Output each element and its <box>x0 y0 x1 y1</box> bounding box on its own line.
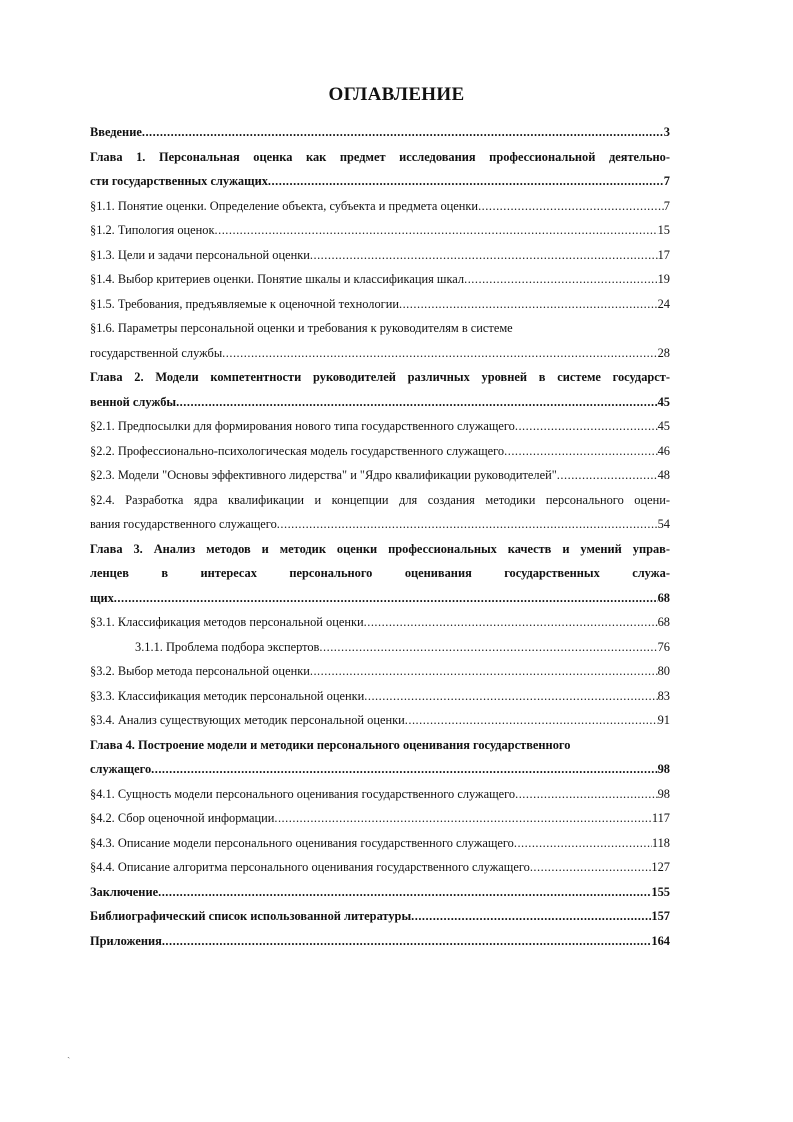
toc-entry-section-3-3[interactable]: §3.3. Классификация методик персональной оценки ..... 83 <box>90 684 670 709</box>
page-title: ОГЛАВЛЕНИЕ <box>328 84 465 105</box>
toc-entry-section-1-4[interactable]: §1.4. Выбор критериев оценки. Понятие шкалы и классификация шкал ..... 19 <box>90 267 670 292</box>
dot-leader <box>222 341 657 366</box>
toc-entry-chapter-2-cont[interactable]: венной службы ..... 45 <box>90 390 670 415</box>
dot-leader <box>268 169 664 194</box>
toc-entry-section-4-2[interactable]: §4.2. Сбор оценочной информации ..... 117 <box>90 806 670 831</box>
toc-entry-appendices[interactable]: Приложения ..... 164 <box>90 929 670 954</box>
toc-entry-bibliography[interactable]: Библиографический список использованной литературы ..... 157 <box>90 904 670 929</box>
dot-leader <box>142 120 664 145</box>
toc-entry-chapter-4[interactable]: Глава 4. Построение модели и методики персонального оценивания государственного <box>90 737 571 752</box>
toc-entry-section-2-4-cont[interactable]: вания государственного служащего ..... 54 <box>90 512 670 537</box>
dot-leader <box>399 292 658 317</box>
toc-entry-section-1-6[interactable]: §1.6. Параметры персональной оценки и требования к руководителям в системе <box>90 321 513 335</box>
toc-entry-chapter-3-cont[interactable]: ленцев в интересах персонального оценивания государственных служа- <box>90 566 670 580</box>
toc-entry-section-2-4[interactable]: §2.4. Разработка ядра квалификации и концепции для создания методики персонального оцени- <box>90 492 670 507</box>
dot-leader <box>162 929 652 954</box>
dot-leader <box>515 414 658 439</box>
dot-leader <box>277 512 658 537</box>
dot-leader <box>310 243 658 268</box>
dot-leader <box>274 806 652 831</box>
toc-entry-chapter-3-end[interactable]: щих ..... 68 <box>90 586 670 611</box>
dot-leader <box>464 267 658 292</box>
toc-entry-section-1-3[interactable]: §1.3. Цели и задачи персональной оценки ..... 17 <box>90 243 670 268</box>
toc-entry-introduction[interactable]: Введение ..... 3 <box>90 120 670 145</box>
table-of-contents <box>90 120 670 953</box>
dot-leader <box>514 831 652 856</box>
dot-leader <box>310 659 658 684</box>
toc-entry-section-1-6-cont[interactable]: государственной службы ..... 28 <box>90 341 670 366</box>
dot-leader <box>478 194 664 219</box>
dot-leader <box>319 635 657 660</box>
dot-leader <box>364 610 658 635</box>
toc-entry-section-1-2[interactable]: §1.2. Типология оценок ..... 15 <box>90 218 670 243</box>
toc-entry-section-4-3[interactable]: §4.3. Описание модели персонального оценивания государственного служащего ..... 118 <box>90 831 670 856</box>
toc-entry-section-3-1[interactable]: §3.1. Классификация методов персональной оценки ..... 68 <box>90 610 670 635</box>
toc-entry-section-2-1[interactable]: §2.1. Предпосылки для формирования нового типа государственного служащего ..... 45 <box>90 414 670 439</box>
toc-entry-chapter-3[interactable]: Глава 3. Анализ методов и методик оценки профессиональных качеств и умений управ- <box>90 541 670 556</box>
toc-entry-section-4-1[interactable]: §4.1. Сущность модели персонального оценивания государственного служащего ..... 98 <box>90 782 670 807</box>
toc-entry-section-3-4[interactable]: §3.4. Анализ существующих методик персональной оценки ..... 91 <box>90 708 670 733</box>
dot-leader <box>151 757 657 782</box>
toc-entry-section-4-4[interactable]: §4.4. Описание алгоритма персонального оценивания государственного служащего ..... 127 <box>90 855 670 880</box>
dot-leader <box>158 880 651 905</box>
scan-speck: ˏ <box>67 1048 71 1059</box>
toc-entry-chapter-4-cont[interactable]: служащего ..... 98 <box>90 757 670 782</box>
toc-entry-section-1-1[interactable]: §1.1. Понятие оценки. Определение объекта, субъекта и предмета оценки ..... 7 <box>90 194 670 219</box>
dot-leader <box>515 782 658 807</box>
toc-entry-subsection-3-1-1[interactable]: 3.1.1. Проблема подбора экспертов ..... 76 <box>90 635 670 660</box>
toc-entry-section-1-5[interactable]: §1.5. Требования, предъявляемые к оценочной технологии ..... 24 <box>90 292 670 317</box>
dot-leader <box>411 904 651 929</box>
dot-leader <box>530 855 652 880</box>
dot-leader <box>504 439 657 464</box>
dot-leader <box>557 463 658 488</box>
dot-leader <box>405 708 658 733</box>
toc-entry-section-2-3[interactable]: §2.3. Модели "Основы эффективного лидерства" и "Ядро квалификации руководителей" ..... 48 <box>90 463 670 488</box>
dot-leader <box>364 684 657 709</box>
toc-entry-section-3-2[interactable]: §3.2. Выбор метода персональной оценки ..... 80 <box>90 659 670 684</box>
dot-leader <box>114 586 658 611</box>
dot-leader <box>176 390 658 415</box>
dot-leader <box>215 218 658 243</box>
toc-entry-chapter-1[interactable]: Глава 1. Персональная оценка как предмет исследования профессиональной деятельно- <box>90 149 670 164</box>
toc-entry-chapter-2[interactable]: Глава 2. Модели компетентности руководителей различных уровней в системе государст- <box>90 370 670 384</box>
toc-entry-chapter-1-cont[interactable]: сти государственных служащих ..... 7 <box>90 169 670 194</box>
toc-entry-section-2-2[interactable]: §2.2. Профессионально-психологическая модель государственного служащего ..... 46 <box>90 439 670 464</box>
toc-entry-conclusion[interactable]: Заключение ..... 155 <box>90 880 670 905</box>
